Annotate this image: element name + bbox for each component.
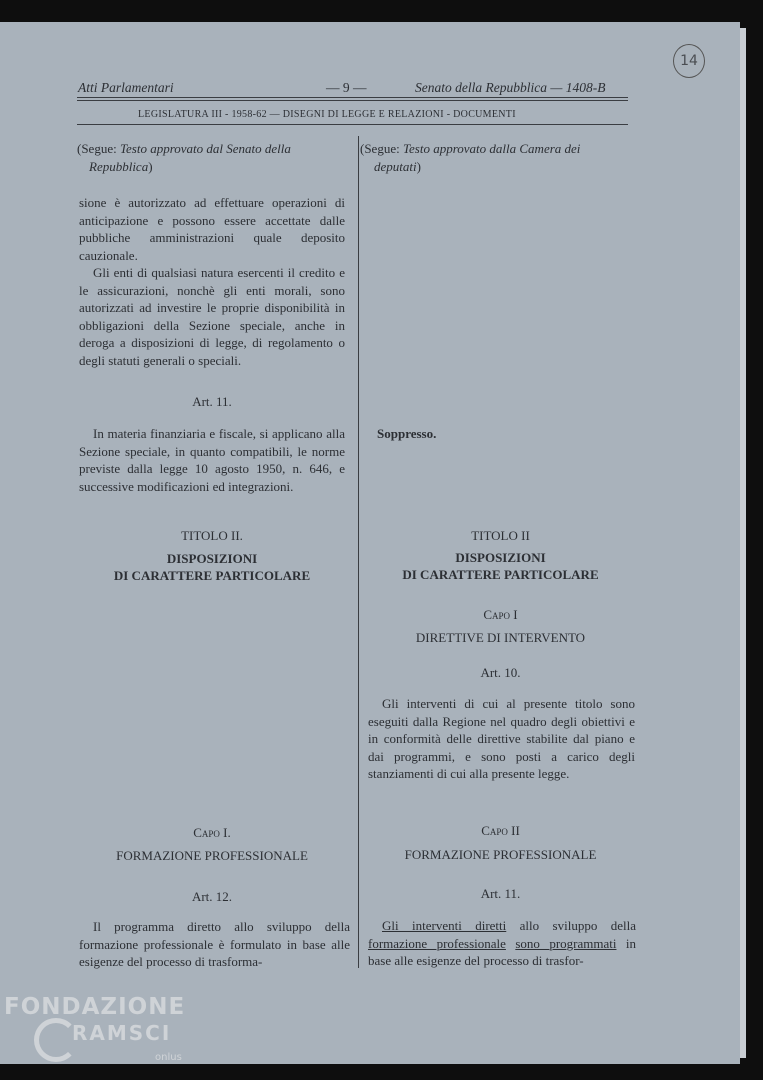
left-disposizioni-2: DI CARATTERE PARTICOLARE — [113, 568, 311, 583]
right-capo-1: Capo I — [483, 607, 518, 622]
right-art-11: Art. 11. — [480, 886, 521, 901]
page-number: — 9 — — [326, 80, 367, 95]
header-rule-1 — [77, 97, 628, 98]
right-disposizioni: DISPOSIZIONI — [455, 550, 546, 565]
right-direttive: DIRETTIVE DI INTERVENTO — [415, 630, 586, 645]
right-disposizioni-2: DI CARATTERE PARTICOLARE — [402, 567, 599, 582]
left-art-11: Art. 11. — [192, 394, 232, 409]
watermark-fondazione: FONDAZIONE — [4, 994, 186, 1020]
right-soppresso: Soppresso. — [377, 426, 437, 441]
right-segue-line2: deputati — [374, 158, 417, 174]
left-paragraphs-1 — [79, 194, 345, 369]
left-segue-close: ) — [148, 158, 153, 174]
left-para-1: sione è autorizzato ad effettuare operazioni di anticipazione e possono essere accettate dalle pubbliche amministrazioni quale deposito cauzionale. — [79, 195, 345, 263]
left-para-2: Gli enti di qualsiasi natura esercenti il credito e le assicurazioni, nonchè gli enti morali, sono autorizzati ad investire le proprie disponibilità in obbligazioni della Sezione speciale, anche in deroga a disposizioni di legge, di regolamento o degli statuti generali o speciali. — [79, 265, 345, 368]
left-para-3: In materia finanziaria e fiscale, si applicano alla Sezione speciale, in quanto compatibili, le norme previste dalla legge 10 agosto 1950, n. 646, e successive modificazioni ed integrazioni. — [79, 426, 345, 494]
right-column-heading — [360, 140, 635, 175]
left-column-heading — [77, 140, 345, 175]
page-edge — [740, 28, 746, 1058]
left-disposizioni: DISPOSIZIONI — [166, 551, 258, 566]
watermark-onlus: onlus — [155, 1052, 182, 1063]
right-para-2 — [368, 917, 636, 970]
right-paragraphs-2 — [368, 917, 636, 970]
right-formazione: FORMAZIONE PROFESSIONALE — [404, 847, 597, 862]
legislature-line: LEGISLATURA III - 1958-62 — DISEGNI DI LEGGE E RELAZIONI - DOCUMENTI — [138, 109, 516, 120]
right-titolo: TITOLO II — [471, 528, 530, 543]
left-segue-title: Testo approvato dal Senato della — [119, 141, 291, 156]
right-art-10: Art. 10. — [480, 665, 521, 680]
underlined-phrase-3: sono programmati — [515, 935, 617, 951]
right-segue-close: ) — [416, 158, 421, 174]
right-para-2-part-b — [506, 936, 515, 951]
right-capo-2: Capo II — [481, 823, 520, 838]
left-formazione: FORMAZIONE PROFESSIONALE — [116, 848, 308, 863]
header-rule-2 — [77, 100, 628, 101]
right-segue-title: Testo approvato dalla Camera dei — [402, 141, 581, 156]
underlined-phrase-2: formazione professionale — [368, 935, 506, 951]
column-divider — [358, 136, 359, 968]
legislature-rule — [77, 124, 628, 125]
right-para-1: Gli interventi di cui al presente titolo sono eseguiti dalla Regione nel quadro degli obiettivi e in conformità delle direttive stabilite dal piano e dai programmi, e sono posti a carico degli stanziamenti di cui alla presente legge. — [368, 696, 635, 781]
left-segue-prefix: (Segue: — [77, 141, 117, 156]
left-capo: Capo I. — [193, 825, 231, 840]
right-para-2-part-a: allo sviluppo della — [506, 918, 636, 933]
right-paragraphs-1 — [368, 695, 635, 783]
header-left: Atti Parlamentari — [78, 80, 174, 95]
left-paragraphs-2 — [79, 425, 345, 495]
left-segue-line2: Repubblica — [89, 158, 149, 174]
right-segue-prefix: (Segue: — [360, 141, 400, 156]
left-paragraphs-3 — [79, 918, 350, 971]
handwritten-page-annotation: 14 — [673, 44, 705, 78]
underlined-phrase-1: Gli interventi diretti — [382, 918, 507, 933]
left-art-12: Art. 12. — [191, 889, 233, 904]
right-para-2-part-c: in base alle esigenze del processo di trasfor- — [368, 935, 636, 968]
header-right: Senato della Repubblica — 1408-B — [415, 80, 606, 95]
left-para-4: Il programma diretto allo sviluppo della formazione professionale è formulato in base alle esigenze del processo di trasforma- — [79, 919, 350, 969]
watermark-gramsci: RAMSCI — [72, 1021, 172, 1045]
left-titolo: TITOLO II. — [181, 528, 243, 543]
